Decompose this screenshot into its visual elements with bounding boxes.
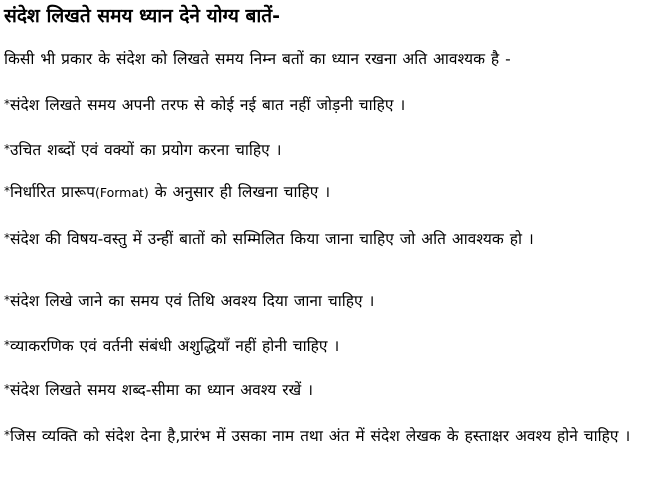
bullet-asterisk: * (4, 338, 10, 352)
bullet-asterisk: * (4, 293, 10, 307)
bullet-asterisk: * (4, 184, 10, 198)
list-item (4, 285, 670, 316)
list-item (4, 223, 670, 254)
point-text: जिस व्यक्ति को संदेश देना है,प्रारंभ में उसका नाम तथा अंत में संदेश लेखक के हस्ताक्षर अवश्य होने चाहिए । (10, 427, 631, 445)
point-text-after: के अनुसार ही लिखना चाहिए । (148, 183, 331, 201)
list-item (4, 89, 670, 120)
bullet-asterisk: * (4, 428, 10, 442)
list-item (4, 420, 670, 451)
point-text-latin: (Format) (94, 185, 149, 200)
point-text: संदेश लिखे जाने का समय एवं तिथि अवश्य दिया जाना चाहिए । (10, 292, 375, 310)
point-text: संदेश लिखते समय अपनी तरफ से कोई नई बात नहीं जोड़नी चाहिए । (10, 96, 406, 114)
point-text: संदेश लिखते समय शब्द-सीमा का ध्यान अवश्य रखें । (10, 381, 314, 399)
point-text: संदेश की विषय-वस्तु में उन्हीं बातों को सम्मिलित किया जाना चाहिए जो अति आवश्यक हो । (10, 230, 534, 248)
list-item (4, 176, 670, 208)
bullet-asterisk: * (4, 231, 10, 245)
bullet-asterisk: * (4, 142, 10, 156)
point-text: उचित शब्दों एवं वक्यों का प्रयोग करना चाहिए । (10, 141, 282, 159)
intro-paragraph: किसी भी प्रकार के संदेश को लिखते समय निम्न बतों का ध्यान रखना अति आवश्यक है - (4, 50, 511, 68)
point-text-before: निर्धारित प्रारूप (10, 183, 95, 201)
point-text: व्याकरणिक एवं वर्तनी संबंधी अशुद्धियाँ नहीं होनी चाहिए । (10, 337, 340, 355)
bullet-asterisk: * (4, 382, 10, 396)
document-title: संदेश लिखते समय ध्यान देने योग्य बातें- (4, 5, 280, 27)
list-item (4, 134, 670, 165)
list-item (4, 374, 670, 405)
list-item (4, 330, 670, 361)
bullet-asterisk: * (4, 97, 10, 111)
